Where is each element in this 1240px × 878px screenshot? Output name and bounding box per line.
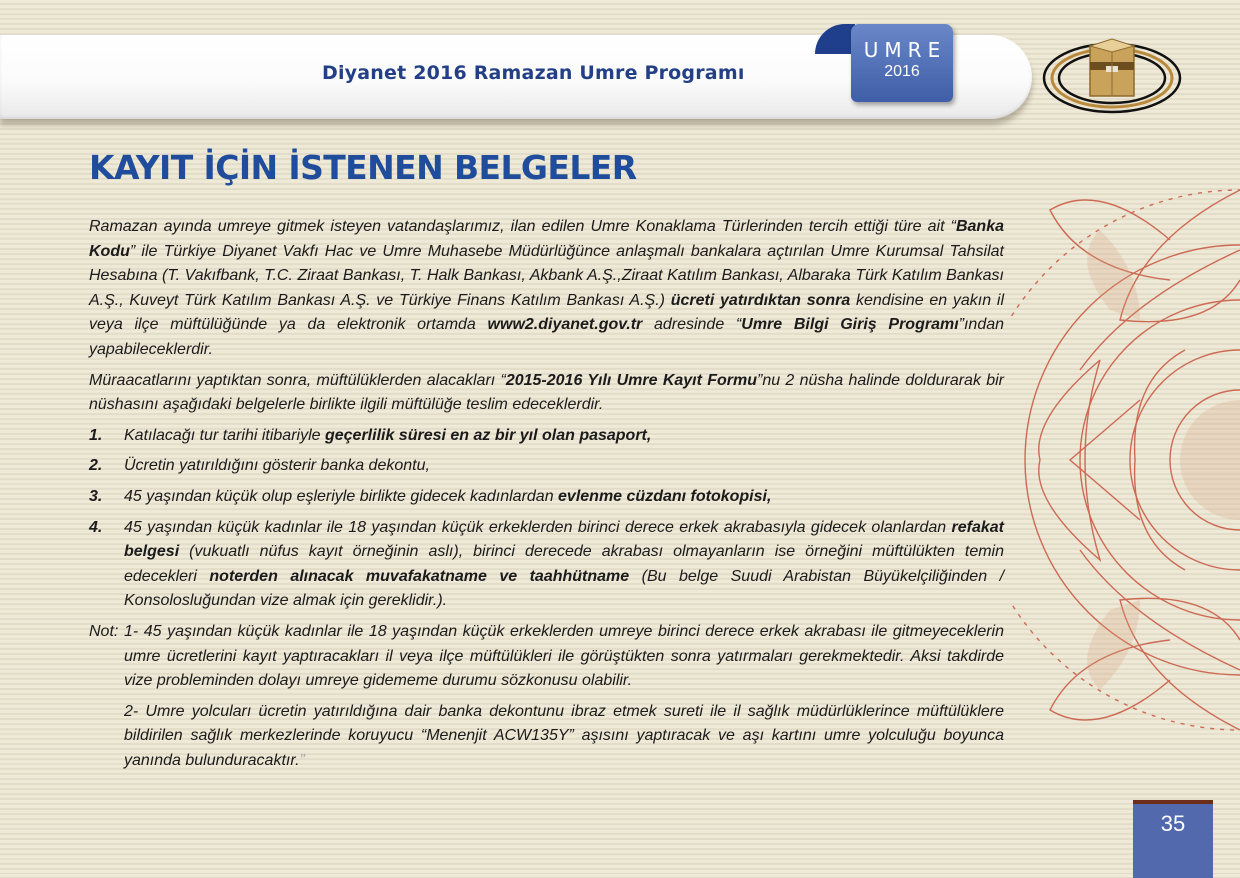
text-span: ”nu 2 nüsha halinde doldurarak bir nüshasını aşağıdaki belgelerle birlikte ilgili müftülüğe teslim edeceklerdir. <box>89 371 1005 414</box>
text-span: Ramazan ayında umreye gitmek isteyen vatandaşlarımız, ilan edilen Umre Konaklama Türlerinden tercih ettiği türe ait “ <box>89 218 956 235</box>
badge-year: 2016 <box>884 63 920 80</box>
list-item <box>89 485 1004 510</box>
text-span: Müraacatlarını yaptıktan sonra, müftülüklerden alacakları “ <box>89 371 506 389</box>
text-span: adresinde “ <box>642 316 742 334</box>
text-span: (Bu belge Suudi Arabistan Büyükelçiliğinden / Konsolosluğundan vize almak için gereklidir.). <box>124 567 1005 610</box>
mandala-ornament <box>1010 120 1240 800</box>
header-title: Diyanet 2016 Ramazan Umre Programı <box>322 62 745 84</box>
list-number: 3. <box>89 487 103 505</box>
text-span: ” ile Türkiye Diyanet Vakfı Hac ve Umre Muhasebe Müdürlüğünce anlaşmalı bankalara açtırılan Umre Kurumsal Tahsilat Hesabına (T. Vakıfbank, T.C. Ziraat Bankası, T. Halk Bankası, Akbank A.Ş.,Ziraat Katılım Bankası, Albaraka Türk Katılım Bankası A.Ş., Kuveyt Türk Katılım Bankası A.Ş. ve Türkiye Finans Katılım Bankası A.Ş.) <box>89 242 1004 309</box>
bold-span: refakat belgesi <box>124 518 1004 561</box>
page-title: KAYIT İÇİN İSTENEN BELGELER <box>89 148 637 187</box>
intro-paragraph <box>89 215 1004 363</box>
list-item <box>89 516 1004 614</box>
text-span: (vukuatlı nüfus kayıt örneğinin aslı), birinci derecede akrabası olmayanların ise örneğini müftülükten temin edecekleri <box>124 543 1004 585</box>
bold-span: noterden alınacak muvafakatname ve taahhütname <box>209 567 630 585</box>
text-span: 45 yaşından küçük olup eşleriyle birlikte gidecek kadınlardan <box>124 487 559 505</box>
text-span: 45 yaşından küçük kadınlar ile 18 yaşından küçük erkeklerden birinci derece erkek akrabasıyla gidecek olanlardan <box>124 518 952 536</box>
umre-badge <box>851 24 953 102</box>
bold-span: evlenme cüzdanı fotokopisi, <box>558 487 772 505</box>
bold-span: 2015-2016 Yılı Umre Kayıt Formu <box>505 371 757 389</box>
second-paragraph <box>89 369 1004 418</box>
document-body <box>89 215 1004 773</box>
note-label: Not: <box>89 622 119 640</box>
text-span: Ücretin yatırıldığını gösterir banka dekontu, <box>124 457 430 475</box>
quote-mark: ” <box>299 751 305 769</box>
badge-ribbon <box>815 24 855 54</box>
list-number: 4. <box>89 518 103 536</box>
text-span: Katılacağı tur tarihi itibariyle <box>124 426 325 444</box>
list-item <box>89 424 1004 449</box>
note-text: 2- Umre yolcuları ücretin yatırıldığına dair banka dekontunu ibraz etmek sureti ile il sağlık müdürlüklerince müftülüklere bildirilen sağlık merkezlerinde koruyucu “Menenjit ACW135Y” aşısını yaptıracak ve aşı kartını umre yolculuğu boyunca yanında bulunduracaktır. <box>124 702 1004 769</box>
text-span: kendisine en yakın il veya ilçe müftülüğünde ya da elektronik ortamda <box>89 291 1004 334</box>
kaaba-logo-icon <box>1040 36 1184 116</box>
note-block <box>89 620 1004 694</box>
text-span: ”ından yapabileceklerdir. <box>89 316 1005 358</box>
website-link: www2.diyanet.gov.tr <box>487 316 643 334</box>
badge-label: UMRE <box>863 38 947 62</box>
note-text: 1- 45 yaşından küçük kadınlar ile 18 yaşından küçük erkeklerden umreye birinci derece erkek akrabası ile gitmeyeceklerin umre ücretlerini kayıt yaptıracakları il veya ilçe müftülükleri ile görüştükten sonra yatırmaları gerekmektedir. Aksi takdirde vize probleminden dolayı umreye gidememe durumu sözkonusu olabilir. <box>124 622 1004 690</box>
bold-span: ücreti yatırdıktan sonra <box>670 291 851 309</box>
list-number: 2. <box>89 457 103 475</box>
page-number: 35 <box>1133 800 1213 878</box>
list-item <box>89 454 1004 479</box>
note-block <box>89 700 1004 774</box>
bold-span: Umre Bilgi Giriş Programı <box>741 316 959 334</box>
bold-span: Banka Kodu <box>89 218 1004 260</box>
bold-span: geçerlilik süresi en az bir yıl olan pasaport, <box>324 426 652 444</box>
list-number: 1. <box>89 426 103 444</box>
